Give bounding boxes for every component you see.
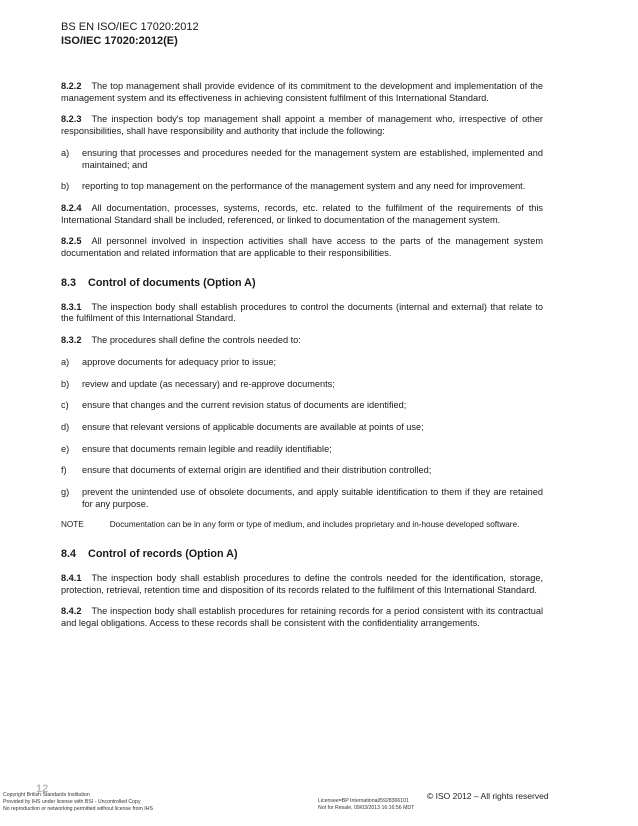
page-number: 12 — [36, 783, 49, 795]
clause-8-2-5 — [61, 236, 543, 259]
note-label: NOTE — [61, 520, 84, 530]
list-marker: c) — [61, 400, 69, 411]
clause-number: 8.4.2 — [61, 606, 82, 617]
licensee-line: Licensee=BP International/5928366101 — [318, 798, 409, 804]
section-heading-8-3 — [61, 277, 543, 290]
list-marker: a) — [61, 356, 70, 367]
clause-text: The top management shall provide evidence of its commitment to the development and implementation of the management system and its effectiveness in achieving consistent fulfilment of this International Standard. — [61, 81, 543, 103]
iso-rights-notice: © ISO 2012 – All rights reserved — [427, 791, 549, 801]
clause-8-2-4 — [61, 203, 543, 226]
list-item-text: ensuring that processes and procedures needed for the management system are established, implemented and maintained; and — [82, 147, 543, 170]
clause-8-3-2 — [61, 335, 543, 347]
list-item — [61, 465, 543, 477]
list-item-text: ensure that changes and the current revision status of documents are identified; — [82, 400, 407, 411]
section-heading-8-4 — [61, 548, 543, 561]
list-item-text: ensure that documents remain legible and readily identifiable; — [82, 443, 332, 454]
list-item — [61, 444, 543, 456]
clause-text: The inspection body shall establish procedures for retaining records for a period consistent with its contractual and legal obligations. Access to these records shall be consistent with the confidentiality arrangements. — [61, 606, 543, 629]
list-marker: b) — [61, 181, 70, 192]
clause-text: The inspection body shall establish procedures to control the documents (internal and external) that relate to the fulfilment of this International Standard. — [61, 301, 543, 324]
list-item — [61, 379, 543, 391]
clause-text: The inspection body's top management shall appoint a member of management who, irrespective of other responsibilities, shall have responsibility and authority that include the following: — [61, 114, 543, 137]
clause-8-2-2 — [61, 81, 543, 104]
section-number: 8.4 — [61, 547, 77, 560]
copyright-line: Copyright British Standards Institution — [3, 792, 90, 798]
copyright-notice — [3, 792, 153, 813]
clause-number: 8.2.4 — [61, 202, 82, 213]
clause-text: All documentation, processes, systems, records, etc. related to the fulfilment of the requirements of this International Standard shall be included, referenced, or linked to documentation of the management system. — [61, 202, 543, 225]
list-item-text: prevent the unintended use of obsolete documents, and apply suitable identification to them if they are retained for any purpose. — [82, 487, 543, 509]
clause-number: 8.3.1 — [61, 301, 82, 312]
list-item-text: ensure that documents of external origin are identified and their distribution controlled; — [82, 465, 432, 476]
clause-number: 8.3.2 — [61, 335, 82, 346]
clause-8-3-1 — [61, 302, 543, 325]
list-item-text: approve documents for adequacy prior to issue; — [82, 356, 277, 367]
list-item — [61, 148, 543, 171]
standard-designation-iso: ISO/IEC 17020:2012(E) — [61, 35, 178, 47]
list-item-text: reporting to top management on the performance of the management system and any need for improvement. — [82, 181, 526, 192]
clause-number: 8.2.5 — [61, 236, 82, 247]
section-number: 8.3 — [61, 276, 77, 289]
section-title: Control of records (Option A) — [88, 547, 238, 560]
clause-number: 8.2.2 — [61, 81, 82, 91]
list-marker: g) — [61, 487, 70, 498]
list-item — [61, 400, 543, 412]
copyright-line: No reproduction or networking permitted without license from IHS — [3, 806, 153, 812]
list-item-text: ensure that relevant versions of applicable documents are available at points of use; — [82, 421, 424, 432]
clause-text: The inspection body shall establish procedures to define the controls needed for the identification, storage, protection, retrieval, retention time and disposition of its records related to the fulfilment of this International Standard. — [61, 572, 543, 595]
section-title: Control of documents (Option A) — [88, 276, 256, 289]
licensee-notice — [318, 798, 414, 812]
list-item — [61, 181, 543, 193]
clause-8-2-3 — [61, 114, 543, 137]
clause-8-4-1 — [61, 573, 543, 596]
clause-number: 8.4.1 — [61, 572, 82, 583]
clause-text: All personnel involved in inspection activities shall have access to the parts of the management system documentation and related information that are applicable to their responsibilities. — [61, 236, 543, 259]
licensee-line: Not for Resale, 09/03/2013 16:16:56 MDT — [318, 805, 415, 811]
list-marker: a) — [61, 147, 70, 158]
list-marker: e) — [61, 443, 70, 454]
list-marker: d) — [61, 421, 70, 432]
list-item — [61, 487, 543, 510]
standard-designation-bs: BS EN ISO/IEC 17020:2012 — [61, 21, 199, 33]
document-body — [61, 81, 543, 640]
list-item-text: review and update (as necessary) and re-approve documents; — [82, 378, 335, 389]
list-item — [61, 357, 543, 369]
note-text: Documentation can be in any form or type of medium, and includes proprietary and in-house developed software. — [109, 520, 520, 530]
document-header — [61, 20, 199, 48]
list-item — [61, 422, 543, 434]
note-documentation — [61, 520, 543, 531]
clause-number: 8.2.3 — [61, 114, 82, 125]
clause-8-4-2 — [61, 606, 543, 629]
list-marker: f) — [61, 465, 67, 476]
clause-text: The procedures shall define the controls needed to: — [91, 335, 301, 346]
list-marker: b) — [61, 378, 70, 389]
copyright-line: Provided by IHS under license with BSI - Uncontrolled Copy — [3, 799, 141, 805]
